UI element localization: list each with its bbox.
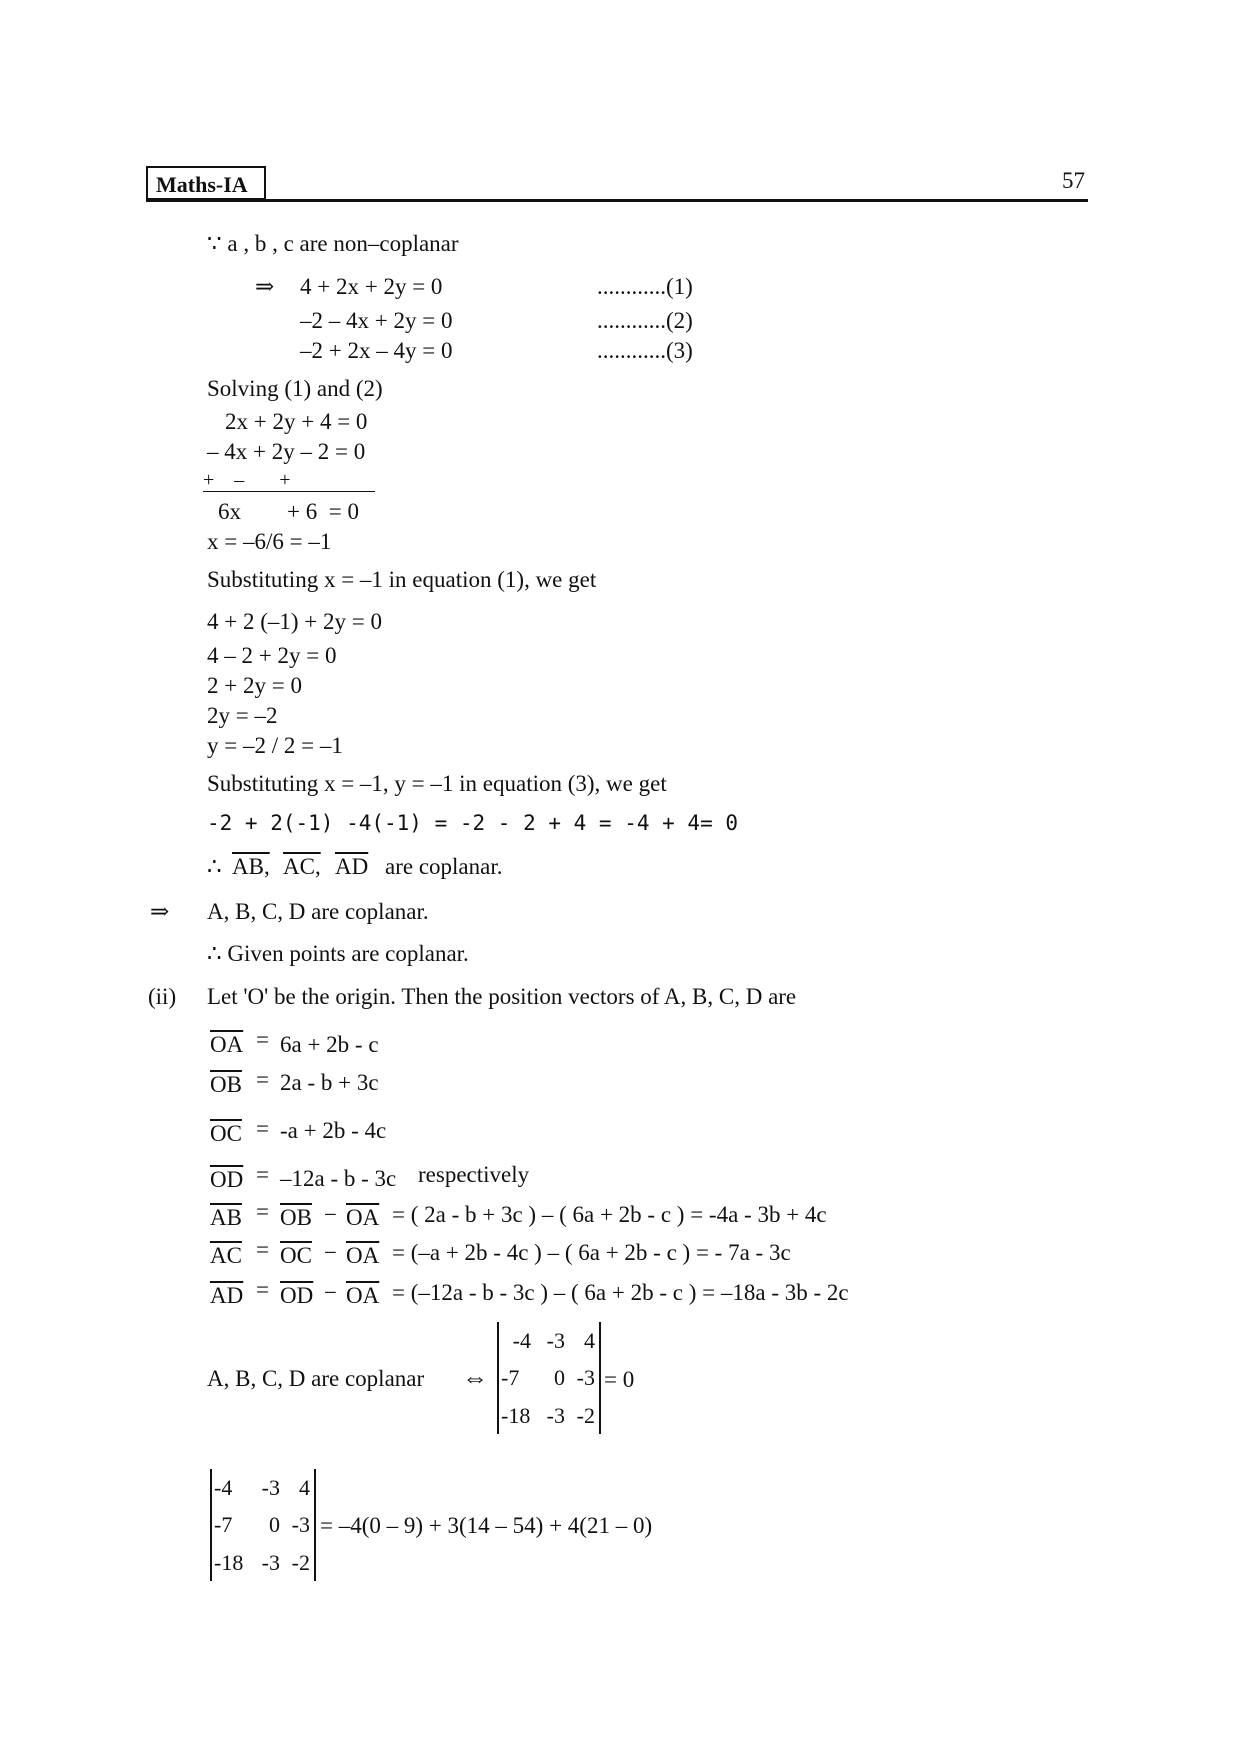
ac-equals: = (256, 1237, 269, 1262)
y-value: y = –2 / 2 = –1 (207, 733, 343, 758)
det2-cell: -7 (214, 1512, 233, 1537)
oc-value: -a + 2b - 4c (280, 1118, 387, 1143)
det2-cell: -3 (261, 1475, 280, 1500)
det2-cell: -3 (291, 1512, 310, 1537)
ad-od: $\overline{OD}$ (280, 1283, 314, 1308)
equation-3: –2 + 2x – 4y = 0 (300, 338, 453, 363)
ac-oa: $\overline{OA}$ (346, 1243, 380, 1268)
therefore-symbol: ∴ (207, 854, 222, 879)
equation-1: 4 + 2x + 2y = 0 (300, 274, 443, 299)
step-2: 4 – 2 + 2y = 0 (207, 643, 337, 668)
determinant-expansion: = –4(0 – 9) + 3(14 – 54) + 4(21 – 0) (320, 1513, 653, 1538)
equals-zero: = 0 (604, 1367, 635, 1392)
ab-oa: $\overline{OA}$ (346, 1205, 380, 1230)
equation-1-label: ............(1) (597, 274, 693, 299)
ac-minus: − (324, 1240, 337, 1265)
ob-value: 2a - b + 3c (280, 1070, 379, 1095)
determinant-1 (497, 1322, 601, 1434)
ac-label: $\overline{AC}$ (210, 1243, 242, 1268)
elim-result: 6x + 6 = 0 (218, 499, 359, 524)
respectively-text: respectively (418, 1162, 530, 1187)
det2-cell: -2 (291, 1550, 310, 1575)
det1-cell: -4 (512, 1328, 531, 1353)
ac-expansion: = (–a + 2b - 4c ) – ( 6a + 2b - c ) = - 7a - 3c (392, 1240, 791, 1265)
oa-equals: = (256, 1027, 269, 1052)
ab-equals: = (256, 1199, 269, 1224)
verification-line: -2 + 2(-1) -4(-1) = -2 - 2 + 4 = -4 + 4= 0 (207, 811, 739, 835)
det2-cell: -3 (261, 1550, 280, 1575)
det2-cell: -18 (214, 1550, 244, 1575)
elim-line-1: 2x + 2y + 4 = 0 (225, 409, 368, 434)
part-ii-intro: Let 'O' be the origin. Then the position vectors of A, B, C, D are (207, 984, 797, 1009)
substitute-x-line: Substituting x = –1 in equation (1), we get (207, 567, 597, 592)
vector-ad: $\overline{AD}$ (335, 854, 369, 879)
noncoplanar-statement: ∵ a , b , c are non–coplanar (207, 231, 459, 256)
ab-minus: − (324, 1202, 337, 1227)
det2-cell: 4 (299, 1475, 310, 1500)
od-label: $\overline{OD}$ (210, 1167, 244, 1192)
od-equals: = (256, 1162, 269, 1187)
points-coplanar: A, B, C, D are coplanar. (207, 899, 429, 924)
det2-cell: 0 (269, 1512, 280, 1537)
elim-signs: + – + (203, 469, 291, 491)
det1-cell: -2 (576, 1403, 595, 1428)
iff-symbol: ⇔ (462, 1363, 488, 1392)
elim-line-2: – 4x + 2y – 2 = 0 (207, 439, 366, 464)
header-rule (146, 199, 1088, 202)
solving-heading: Solving (1) and (2) (207, 376, 383, 401)
det1-cell: -3 (546, 1403, 565, 1428)
ob-label: $\overline{OB}$ (210, 1072, 242, 1097)
det1-cell: -18 (501, 1403, 531, 1428)
x-value: x = –6/6 = –1 (207, 529, 332, 554)
part-ii-label: (ii) (148, 984, 177, 1009)
equation-2-label: ............(2) (597, 308, 693, 333)
ad-expansion: = (–12a - b - 3c ) – ( 6a + 2b - c ) = –18a - 3b - 2c (392, 1280, 849, 1305)
implies-arrow-2: ⇒ (150, 899, 170, 924)
det1-cell: -7 (501, 1365, 520, 1390)
ad-equals: = (256, 1277, 269, 1302)
coplanar-condition-text: A, B, C, D are coplanar (207, 1366, 425, 1391)
ab-label: $\overline{AB}$ (210, 1205, 242, 1230)
ad-label: $\overline{AD}$ (210, 1283, 244, 1308)
det2-cell: -4 (214, 1475, 233, 1500)
vector-ac: AC, (283, 854, 321, 879)
oa-value: 6a + 2b - c (280, 1032, 379, 1057)
det1-cell: 0 (554, 1365, 565, 1390)
ad-oa: $\overline{OA}$ (346, 1283, 380, 1308)
det1-cell: -3 (546, 1328, 565, 1353)
ac-oc: $\overline{OC}$ (280, 1243, 312, 1268)
ob-equals: = (256, 1067, 269, 1092)
subject-title: Maths-IA (156, 172, 248, 197)
step-3: 2 + 2y = 0 (207, 673, 302, 698)
implies-arrow: ⇒ (255, 274, 275, 299)
oc-equals: = (256, 1116, 269, 1141)
step-1: 4 + 2 (–1) + 2y = 0 (207, 609, 382, 634)
det1-cell: 4 (584, 1328, 595, 1353)
equation-3-label: ............(3) (597, 338, 693, 363)
determinant-2 (210, 1469, 316, 1581)
ab-ob: $\overline{OB}$ (280, 1205, 312, 1230)
elim-rule (203, 491, 375, 492)
ad-minus: − (324, 1280, 337, 1305)
oa-label: $\overline{OA}$ (210, 1032, 244, 1057)
det1-cell: -3 (576, 1365, 595, 1390)
od-value: –12a - b - 3c (280, 1166, 397, 1191)
conclusion-line: ∴ Given points are coplanar. (207, 941, 469, 966)
vector-ab: AB, (232, 854, 270, 879)
coplanar-vectors-text: are coplanar. (385, 854, 503, 879)
page-number: 57 (1062, 168, 1085, 193)
oc-label: $\overline{OC}$ (210, 1121, 242, 1146)
ab-expansion: = ( 2a - b + 3c ) – ( 6a + 2b - c ) = -4a - 3b + 4c (392, 1202, 827, 1227)
substitute-xy-line: Substituting x = –1, y = –1 in equation (3), we get (207, 771, 667, 796)
equation-2: –2 – 4x + 2y = 0 (300, 308, 453, 333)
step-4: 2y = –2 (207, 703, 278, 728)
